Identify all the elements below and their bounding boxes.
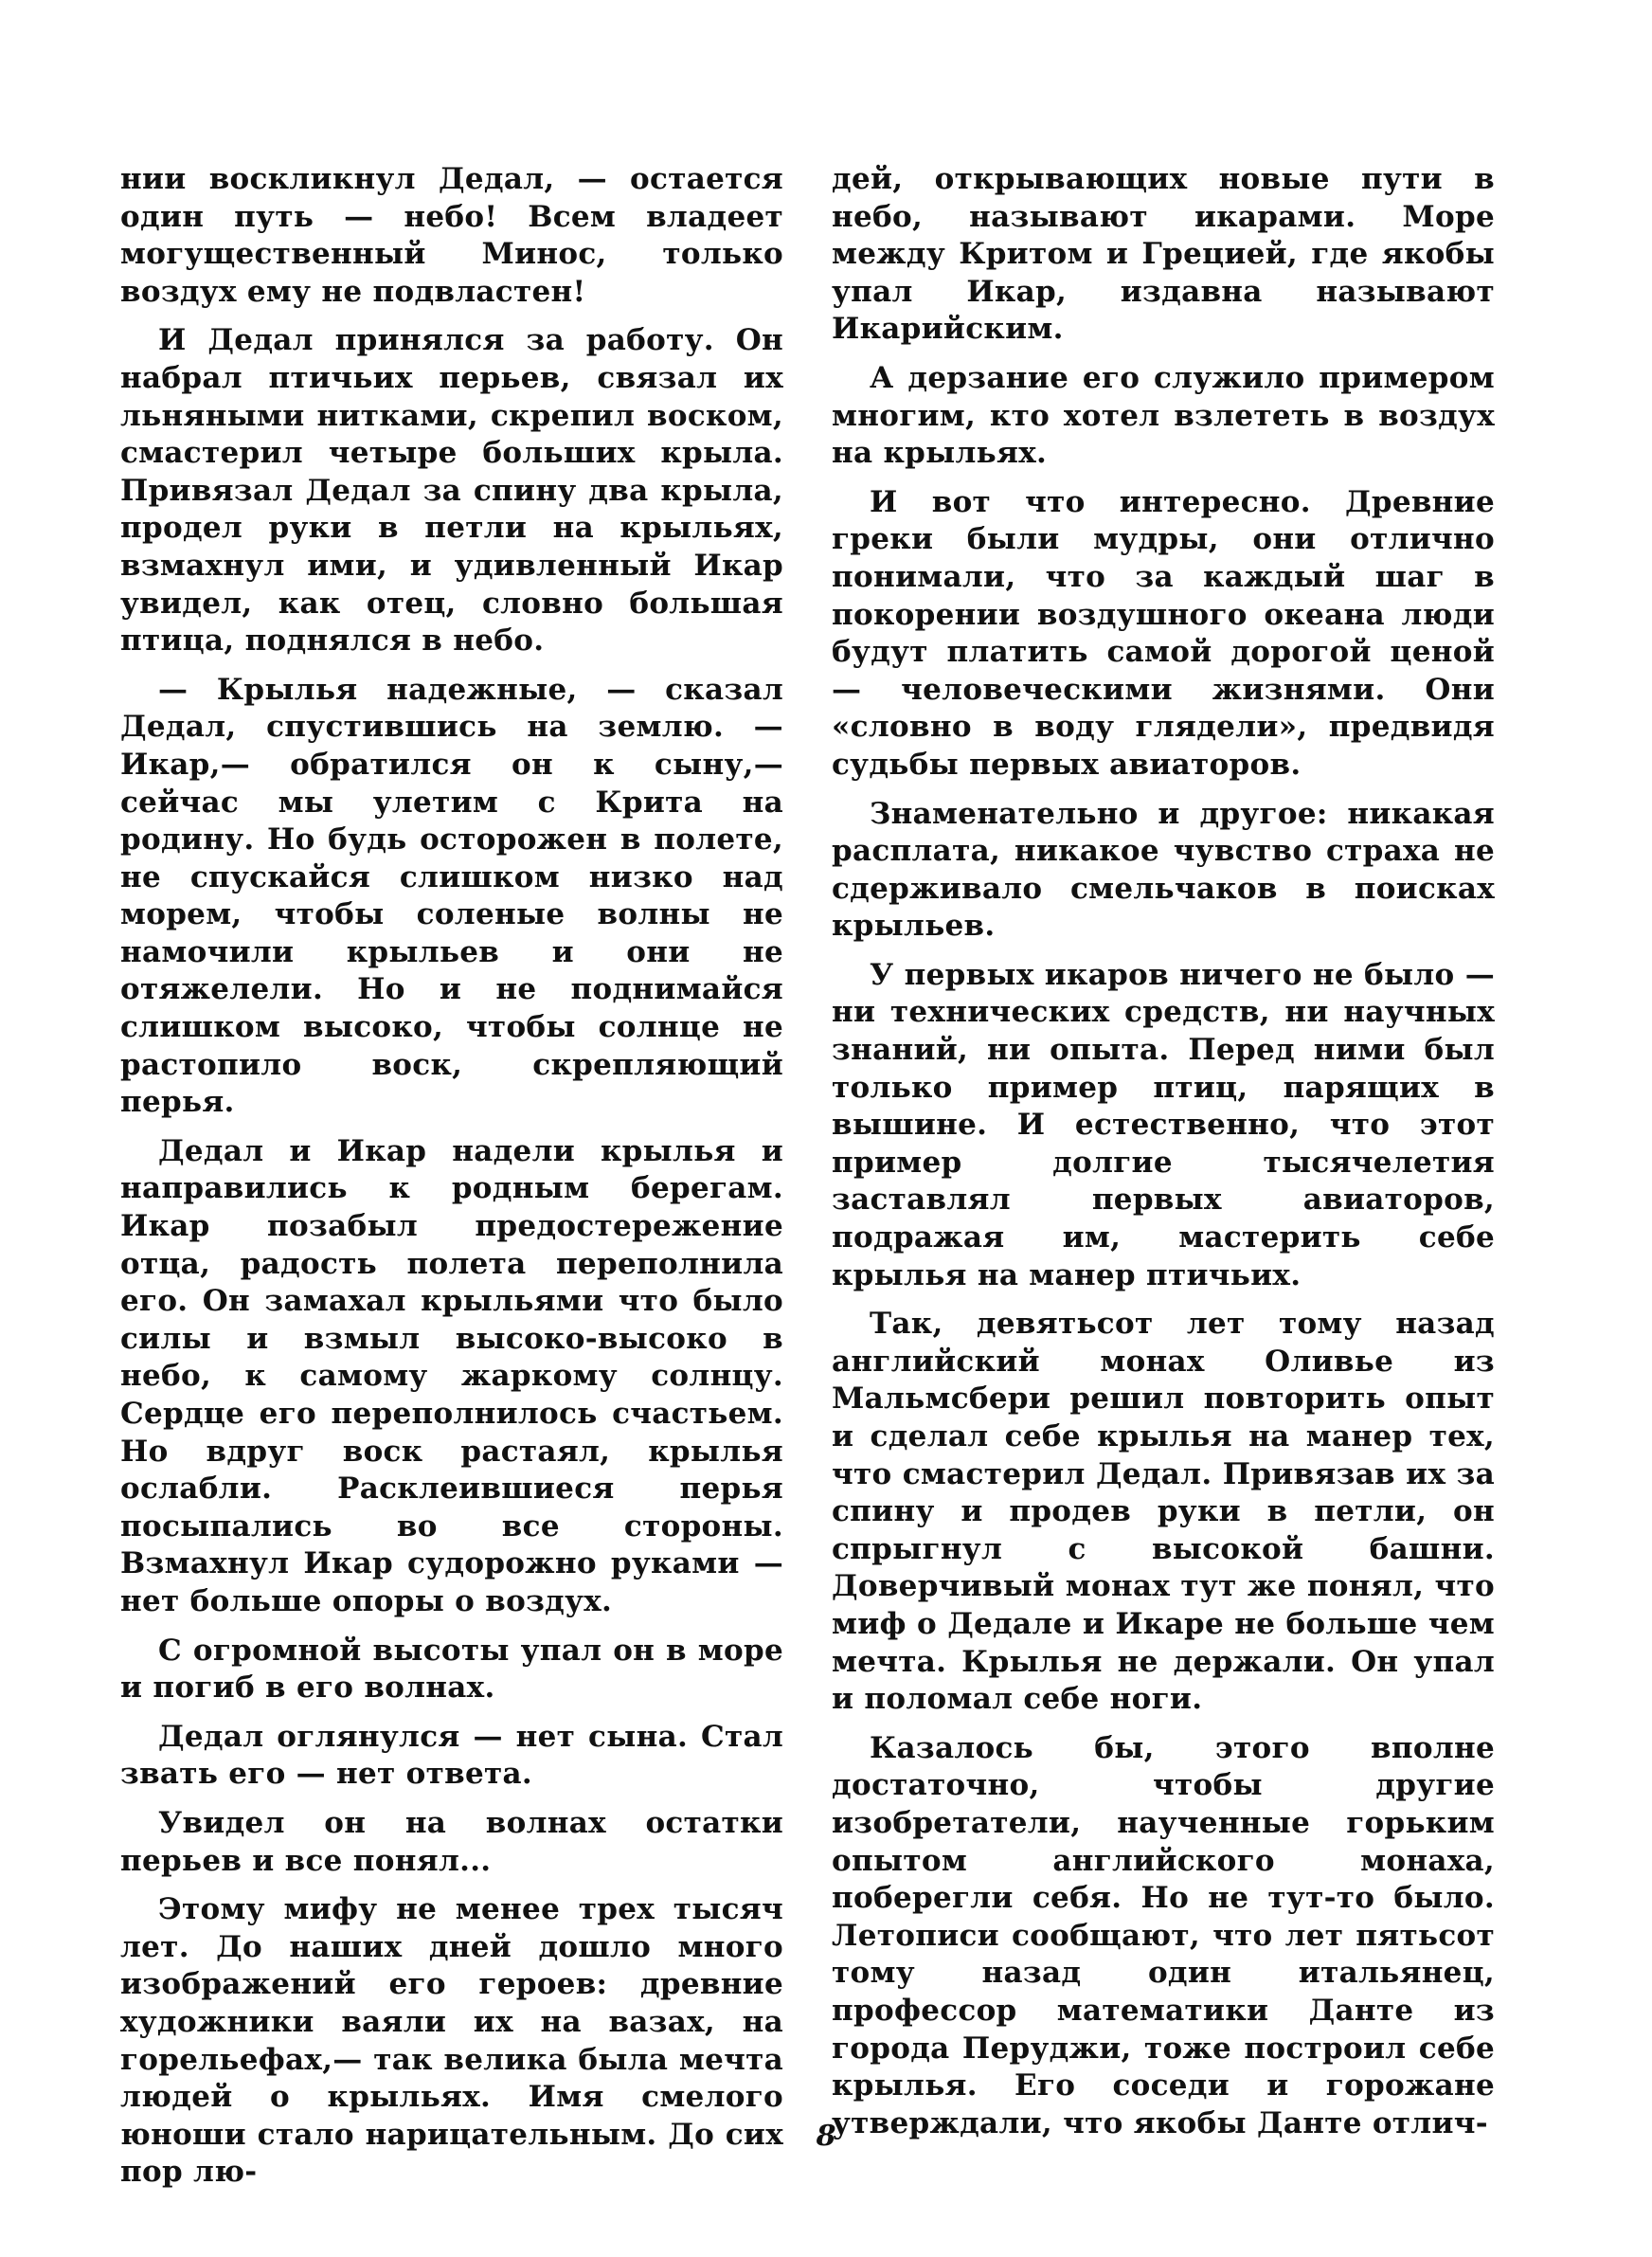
paragraph: Дедал оглянулся — нет сына. Стал звать его — нет ответа. xyxy=(120,1719,783,1792)
paragraph: Этому мифу не менее трех тысяч лет. До наших дней дошло много изображений его героев: древние художники ваяли их на вазах, на горельефах,— так велика была мечта людей о крыльях. Имя смелого юноши стало нарицательным. До сих пор лю- xyxy=(120,1892,783,2190)
paragraph: Казалось бы, этого вполне достаточно, чтобы другие изобретатели, наученные горьким опытом английского монаха, поберегли себя. Но не тут-то было. Летописи сообщают, что лет пятьсот тому назад один итальянец, профессор математики Данте из города Перуджи, тоже построил себе крылья. Его соседи и горожане утверждали, что якобы Данте отлич- xyxy=(832,1730,1495,2140)
paragraph: И Дедал принялся за работу. Он набрал птичьих перьев, связал их льняными нитками, скрепил воском, смастерил четыре больших крыла. Привязал Дедал за спину два крыла, продел руки в петли на крыльях, взмахнул ими, и удивленный Икар увидел, как отец, словно большая птица, поднялся в небо. xyxy=(120,323,783,659)
paragraph: А дерзание его служило примером многим, кто хотел взлететь в воздух на крыльях. xyxy=(832,360,1495,471)
left-text-column xyxy=(120,161,783,2203)
paragraph: Так, девятьсот лет тому назад английский монах Оливье из Мальмсбери решил повторить опыт и сделал себе крылья на манер тех, что смастерил Дедал. Привязав их за спину и продев руки в петли, он спрыгнул с высокой башни. Доверчивый монах тут же понял, что миф о Дедале и Икаре не больше чем мечта. Крылья не держали. Он упал и поломал себе ноги. xyxy=(832,1307,1495,1717)
paragraph: — Крылья надежные, — сказал Дедал, спустившись на землю. — Икар,— обратился он к сыну,— сейчас мы улетим с Крита на родину. Но будь осторожен в полете, не спускайся слишком низко над морем, чтобы соленые волны не намочили крыльев и они не отяжелели. Но и не поднимайся слишком высоко, чтобы солнце не растопило воск, скрепляющий перья. xyxy=(120,672,783,1120)
paragraph: У первых икаров ничего не было — ни технических средств, ни научных знаний, ни опыта. Перед ними был только пример птиц, парящих в вышине. И естественно, что этот пример долгие тысячелетия заставлял первых авиаторов, подражая им, мастерить себе крылья на манер птичьих. xyxy=(832,957,1495,1292)
paragraph: С огромной высоты упал он в море и погиб в его волнах. xyxy=(120,1633,783,1706)
paragraph: Дедал и Икар надели крылья и направились к родным берегам. Икар позабыл предостережение отца, радость полета переполнила его. Он замахал крыльями что было силы и взмыл высоко-высоко в небо, к самому жаркому солнцу. Сердце его переполнилось счастьем. Но вдруг воск растаял, крылья ослабли. Расклеившиеся перья посыпались во все стороны. Взмахнул Икар судорожно руками — нет больше опоры о воздух. xyxy=(120,1133,783,1618)
paragraph: нии воскликнул Дедал, — остается один путь — небо! Всем владеет могущественный Минос, только воздух ему не подвластен! xyxy=(120,162,783,309)
paragraph: дей, открывающих новые пути в небо, называют икарами. Море между Критом и Грецией, где якобы упал Икар, издавна называют Икарийским. xyxy=(832,162,1495,347)
page-number: 8 xyxy=(816,2120,836,2153)
paragraph: Знаменательно и другое: никакая расплата, никакое чувство страха не сдерживало смельчаков в поисках крыльев. xyxy=(832,796,1495,944)
paragraph: И вот что интересно. Древние греки были мудры, они отлично понимали, что за каждый шаг в покорении воздушного океана люди будут платить самой дорогой ценой — человеческими жизнями. Они «словно в воду глядели», предвидя судьбы первых авиаторов. xyxy=(832,484,1495,782)
right-text-column xyxy=(832,161,1495,2154)
paragraph: Увидел он на волнах остатки перьев и все понял... xyxy=(120,1805,783,1878)
